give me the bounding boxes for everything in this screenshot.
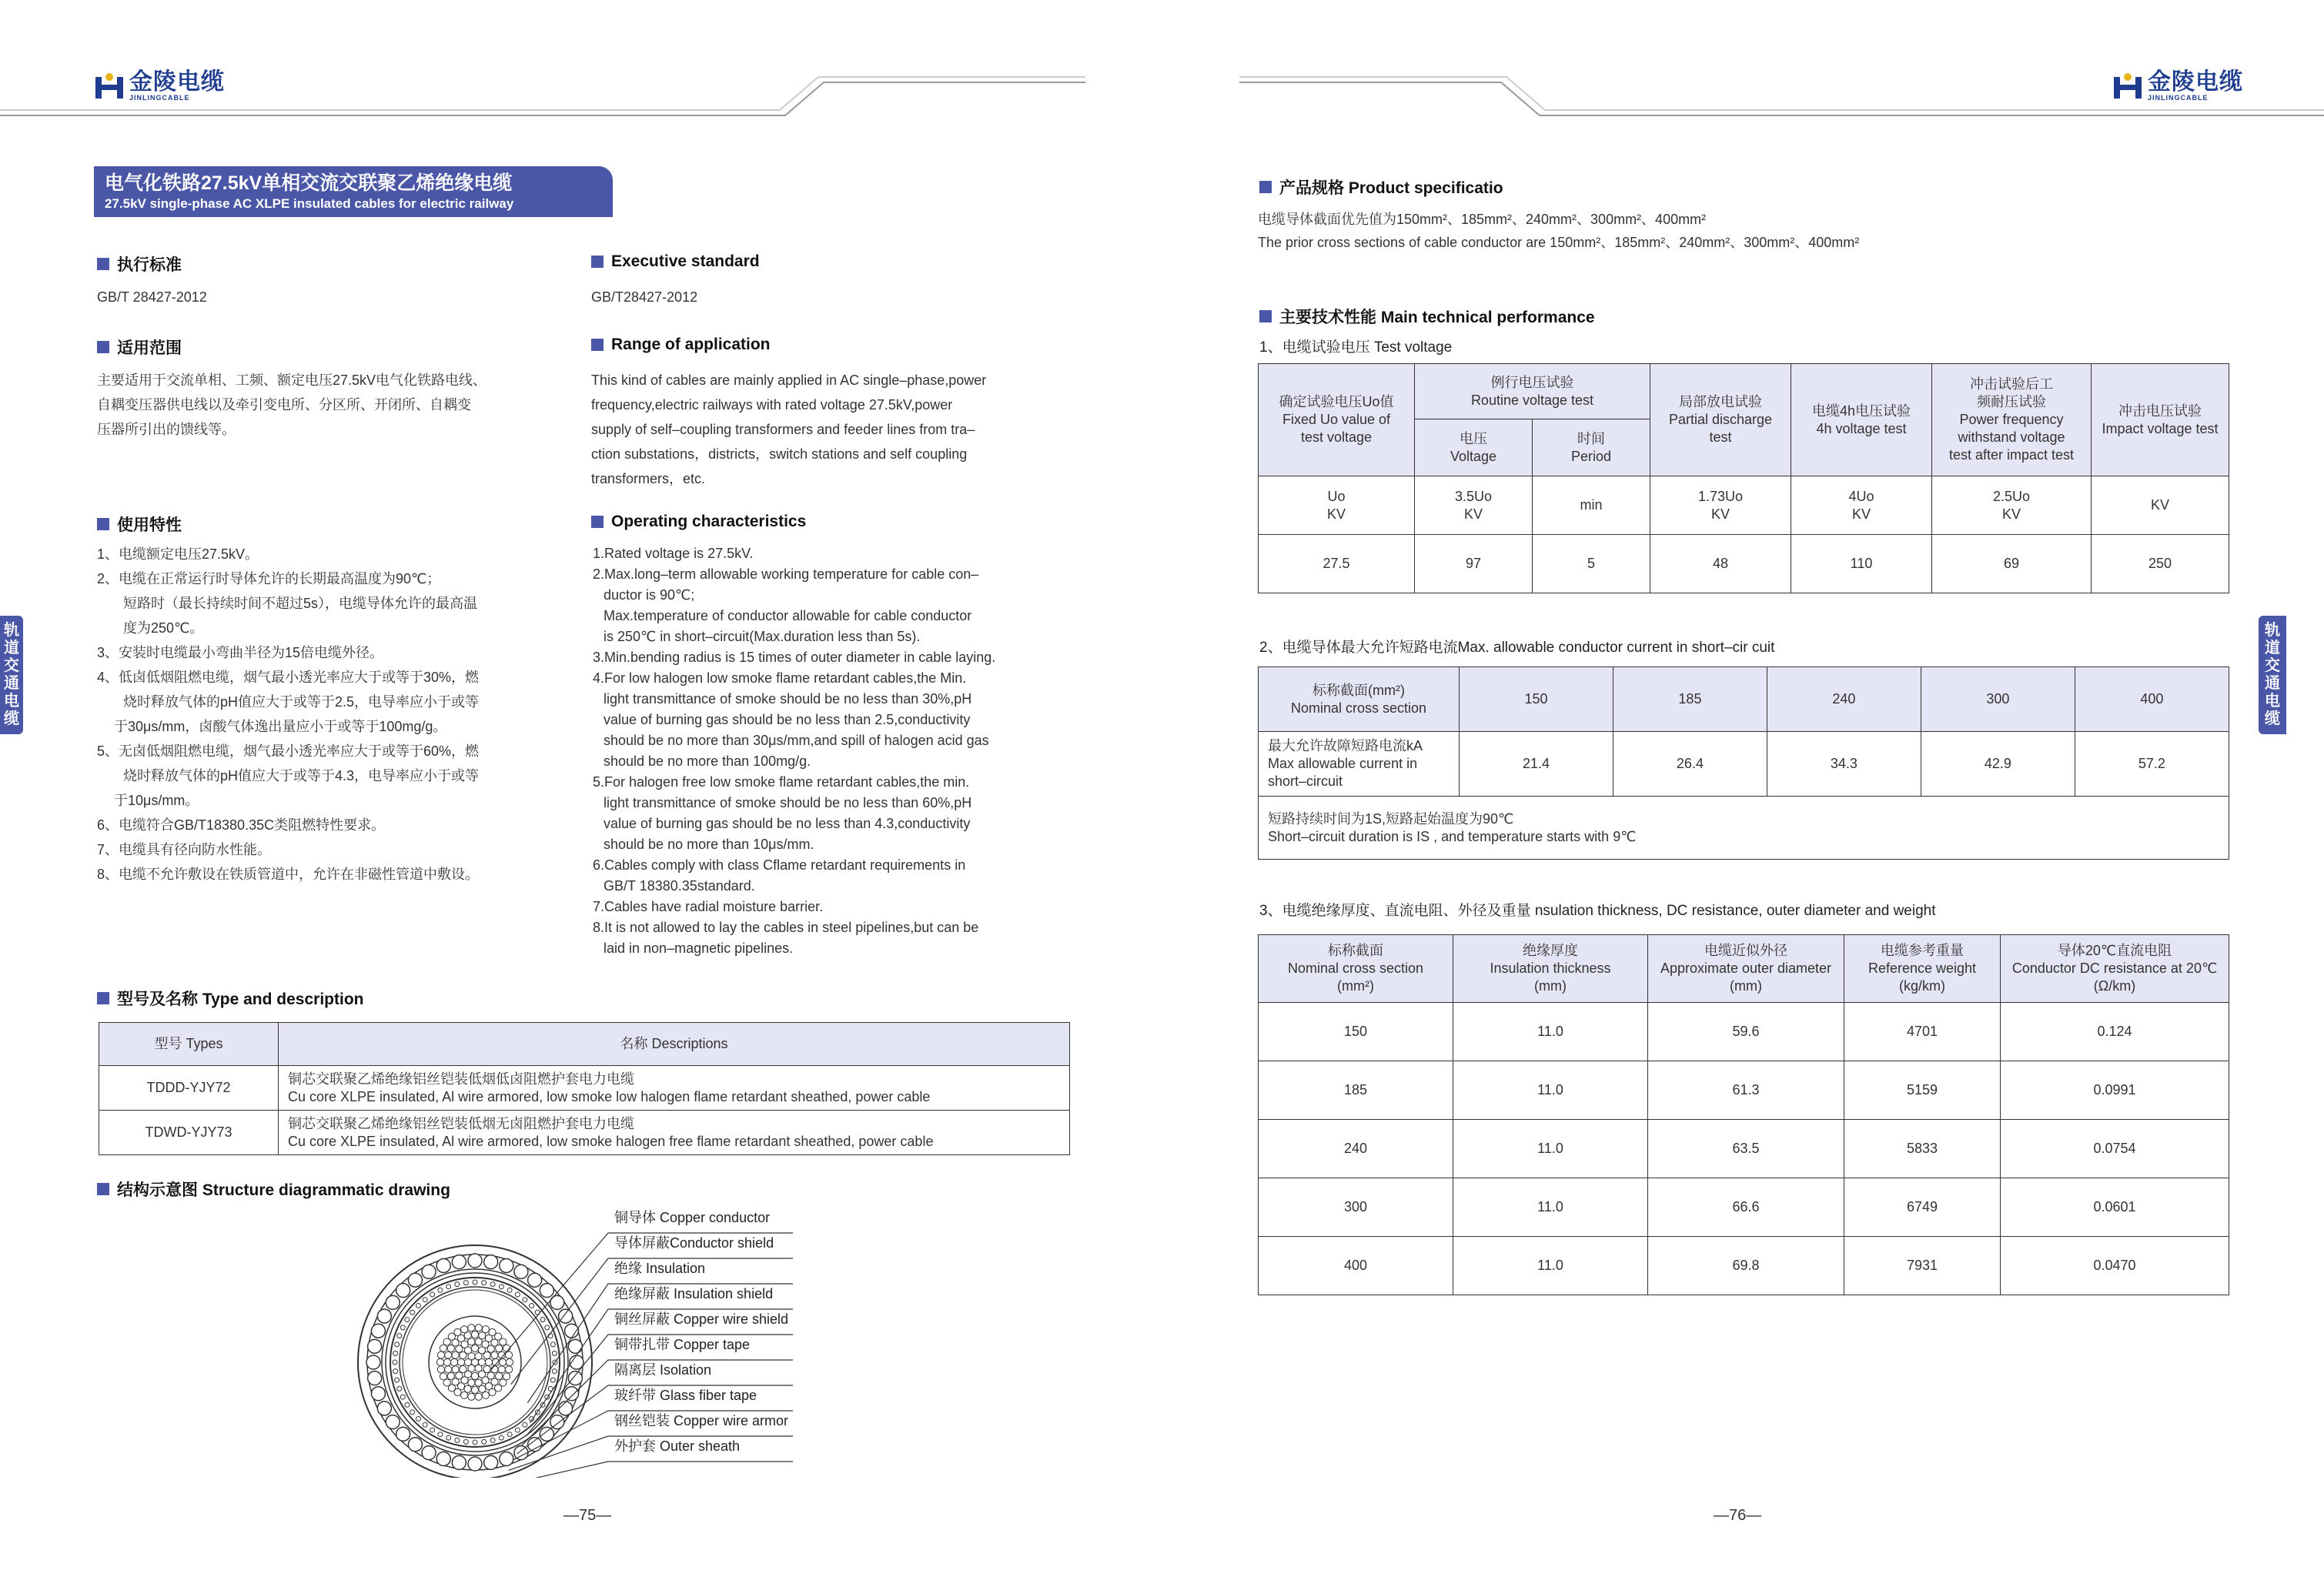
armor-wire (500, 1452, 513, 1466)
list-item: 4.For low halogen low smoke flame retardant cables,the Min. (593, 670, 967, 686)
list-item: laid in non–magnetic pipelines. (604, 941, 794, 956)
short-circuit-note: 短路持续时间为1S,短路起始温度为90℃ Short–circuit duration is IS , and temperature starts with 9℃ (1259, 797, 2229, 860)
list-item: should be no more than 10μs/mm. (604, 837, 814, 852)
shield-wire (490, 1282, 495, 1287)
shield-wire (430, 1428, 435, 1432)
brand-mark-icon (2112, 71, 2143, 102)
conductor-strand (460, 1326, 467, 1333)
types-col-type: 型号 Types (99, 1023, 279, 1066)
shield-wire (393, 1360, 397, 1365)
th-partial: 局部放电试验 Partial discharge test (1650, 364, 1791, 476)
conductor-strand (468, 1393, 475, 1400)
shield-wire (550, 1342, 555, 1347)
armor-wire (371, 1324, 385, 1338)
conductor-strand (487, 1345, 494, 1352)
shield-wire (393, 1351, 398, 1355)
shield-wire (395, 1342, 400, 1347)
list-item: 于10μs/mm。 (114, 793, 199, 808)
shield-wire (395, 1378, 400, 1382)
table-row: TDDD-YJY72 铜芯交联聚乙烯绝缘铝丝铠装低烟低卤阻燃护套电力电缆 Cu core XLPE insulated, Al wire armored, low smoke low halogen flame retardant sheathed, power cable (99, 1066, 1070, 1111)
shield-wire (463, 1439, 468, 1444)
performance-heading: 主要技术性能 Main technical performance (1259, 305, 1595, 328)
list-item: 于30μs/mm，卤酸气体逸出量应小于或等于100mg/g。 (114, 719, 447, 734)
shield-wire (545, 1325, 550, 1330)
structure-label: 隔离层 Isolation (614, 1362, 712, 1378)
shield-wire (405, 1318, 410, 1322)
conductor-strand (475, 1393, 482, 1400)
list-item: GB/T 18380.35standard. (604, 878, 755, 894)
brand-name-cn: 金陵电缆 (129, 69, 225, 95)
list-item: value of burning gas should be no less than 2.5,conductivity (604, 712, 971, 727)
list-item: 7.Cables have radial moisture barrier. (593, 899, 824, 914)
conductor-strand (482, 1392, 489, 1398)
conductor-strand (468, 1379, 475, 1386)
conductor-strand (491, 1351, 498, 1358)
list-item: should be no more than 30μs/mm,and spill of halogen acid gas (604, 733, 989, 748)
list-item: is 250℃ in short–circuit(Max.duration less than 5s). (604, 629, 921, 644)
conductor-strand (500, 1338, 507, 1345)
side-tab-right: 轨 道 交 通 电 缆 (2259, 616, 2286, 734)
shield-wire (515, 1428, 520, 1432)
shield-wire (400, 1325, 405, 1330)
conductor-strand (475, 1338, 482, 1345)
conductor-strand (468, 1338, 475, 1345)
conductor-strand (440, 1373, 446, 1380)
short-circuit-caption: 2、电缆导体最大允许短路电流Max. allowable conductor current in short–cir cuit (1259, 640, 1775, 656)
armor-wire (540, 1284, 553, 1298)
conductor-strand (443, 1379, 450, 1386)
list-item: 度为250℃。 (123, 620, 204, 636)
shield-wire (455, 1438, 460, 1442)
armor-wire (368, 1339, 382, 1353)
armor-wire (540, 1427, 553, 1441)
shield-wire (438, 1432, 443, 1437)
conductor-strand (454, 1328, 461, 1335)
armor-wire (422, 1446, 436, 1460)
list-item: 4、低卤低烟阻燃电缆，烟气最小透光率应大于或等于30%，燃 (97, 670, 480, 685)
conductor-strand (471, 1331, 478, 1338)
structure-label: 绝缘屏蔽 Insulation shield (614, 1286, 774, 1301)
armor-wire (468, 1457, 482, 1471)
spec-heading: 产品规格 Product specificatio (1259, 175, 1503, 199)
conductor-strand (456, 1372, 463, 1379)
list-item: 1.Rated voltage is 27.5kV. (593, 546, 754, 561)
characteristics-heading-cn: 使用特性 (97, 513, 182, 536)
th-power-freq: 冲击试验后工 频耐压试验 Power frequency withstand voltage test after impact test (1932, 364, 2092, 476)
short-circuit-table: 标称截面(mm²) Nominal cross section 150 185 240 300 400 最大允许故障短路电流kA Max allowable current in short–circuit 21.4 26.4 34.3 42.9 57.2 短路持续时间为1S,短路起始温度为90℃ Short–circuit duration is IS , and temperature starts with 9℃ (1258, 667, 2229, 860)
list-item: should be no more than 100mg/g. (604, 753, 811, 769)
list-item: light transmittance of smoke should be no less than 30%,pH (604, 691, 972, 707)
shield-wire (405, 1402, 410, 1407)
conductor-strand (496, 1345, 503, 1351)
scope-text-en: This kind of cables are mainly applied in AC single–phase,power frequency,electric railways with rated voltage 27.5kV,power supply of self–coupling transformers and feeder lines from tra– ction substations，districts，switch stations and self coupling transformers，etc. (591, 373, 987, 486)
conductor-strand (445, 1351, 452, 1358)
shield-wire (507, 1288, 512, 1292)
armor-wire (568, 1372, 582, 1385)
shield-wire (482, 1281, 487, 1285)
table-row: TDWD-YJY73 铜芯交联聚乙烯绝缘铝丝铠装低烟无卤阻燃护套电力电缆 Cu core XLPE insulated, Al wire armored, low smoke halogen free flame retardant sheathed, power cable (99, 1111, 1070, 1155)
th-voltage: 电压 Voltage (1415, 419, 1533, 476)
list-item: 3、安装时电缆最小弯曲半径为15倍电缆外径。 (97, 645, 384, 660)
conductor-strand (437, 1351, 444, 1358)
conductor-strand (440, 1345, 446, 1351)
armor-wire (514, 1446, 528, 1460)
conductor-strand (485, 1358, 492, 1365)
test-voltage-table (1258, 363, 2229, 593)
list-item: ductor is 90℃; (604, 587, 695, 603)
product-title-banner (94, 166, 613, 217)
conductor-strand (452, 1351, 459, 1358)
structure-label: 铜丝屏蔽 Copper wire shield (614, 1311, 789, 1327)
list-item: 烧时释放气体的pH值应大于或等于2.5，电导率应小于或等 (123, 694, 480, 710)
structure-label: 铜带扎带 Copper tape (614, 1337, 751, 1352)
shield-wire (523, 1422, 527, 1427)
armor-wire (452, 1255, 466, 1269)
list-item: 8.It is not allowed to lay the cables in steel pipelines,but can be (593, 920, 979, 935)
table-row: 400 11.0 69.8 7931 0.0470 (1259, 1237, 2229, 1295)
conductor-strand (437, 1366, 444, 1373)
structure-label: 外护套 Outer sheath (614, 1438, 741, 1454)
conductor-strand (445, 1366, 452, 1373)
list-item: 6.Cables comply with class Cflame retardant requirements in (593, 857, 966, 873)
shield-wire (416, 1417, 420, 1422)
conductor-strand (436, 1358, 443, 1365)
th-period: 时间 Period (1533, 419, 1650, 476)
shield-wire (446, 1285, 451, 1289)
shield-wire (455, 1282, 460, 1287)
th-routine: 例行电压试验 Routine voltage test (1415, 364, 1650, 419)
list-item: 6、电缆符合GB/T18380.35C类阻燃特性要求。 (97, 817, 386, 833)
list-item: 3.Min.bending radius is 15 times of outer diameter in cable laying. (593, 650, 996, 665)
characteristics-list-cn (97, 542, 479, 887)
page-number-right: —76— (1714, 1507, 1762, 1524)
structure-label: 绝缘 Insulation (614, 1261, 706, 1276)
shield-wire (400, 1395, 405, 1399)
armor-wire (528, 1273, 542, 1287)
shield-wire (430, 1292, 435, 1297)
armor-wire (436, 1452, 450, 1466)
list-item: 5、无卤低烟阻燃电缆，烟气最小透光率应大于或等于60%，燃 (97, 743, 480, 759)
structure-label: 钢丝铠装 Copper wire armor (614, 1413, 789, 1428)
conductor-strand (471, 1386, 478, 1393)
types-table (99, 1022, 1070, 1155)
list-item: 2.Max.long–term allowable working temperature for cable con– (593, 566, 979, 582)
conductor-strand (483, 1351, 490, 1358)
exec-std-heading-en: Executive standard (591, 252, 760, 271)
th-impact: 冲击电压试验 Impact voltage test (2092, 364, 2229, 476)
conductor-strand (475, 1325, 482, 1331)
armor-wire (408, 1438, 422, 1452)
armor-wire (484, 1255, 498, 1269)
conductor-strand (505, 1366, 512, 1373)
conductor-strand (460, 1392, 467, 1398)
structure-label: 玻纤带 Glass fiber tape (614, 1388, 757, 1403)
shield-wire (397, 1386, 402, 1391)
exec-std-heading-cn: 执行标准 (97, 252, 182, 276)
th-4h: 电缆4h电压试验 4h voltage test (1791, 364, 1932, 476)
spec-text: 电缆导体截面优先值为150mm²、185mm²、240mm²、300mm²、400mm² The prior cross sections of cable conductor are 150mm²、185mm²、240mm²、300mm²、400mm² (1258, 212, 1860, 250)
list-item: 烧时释放气体的pH值应大于或等于4.3，电导率应小于或等 (123, 768, 480, 783)
conductor-strand (460, 1365, 466, 1372)
armor-wire (368, 1372, 382, 1385)
shield-wire (515, 1292, 520, 1297)
armor-wire (436, 1258, 450, 1272)
side-tab-left: 轨 道 交 通 电 缆 (0, 616, 23, 734)
conductor-strand (506, 1358, 513, 1365)
structure-label: 导体屏蔽Conductor shield (614, 1235, 774, 1251)
brand-name-cn: 金陵电缆 (2148, 69, 2243, 95)
armor-wire (500, 1258, 513, 1272)
brand-name-en: JINLINGCABLE (2148, 94, 2209, 102)
shield-wire (446, 1435, 451, 1440)
table-row: 27.5 97 5 48 110 69 250 (1259, 535, 2229, 593)
list-item: 5.For halogen free low smoke flame retardant cables,the min. (593, 774, 970, 790)
armor-wire (386, 1295, 400, 1309)
shield-wire (473, 1440, 477, 1445)
conductor-strand (457, 1358, 464, 1365)
shield-wire (473, 1280, 477, 1285)
conductor-strand (482, 1326, 489, 1333)
list-item: 2、电缆在正常运行时导体允许的长期最高温度为90℃； (97, 571, 441, 586)
list-item: light transmittance of smoke should be no less than 60%,pH (604, 795, 972, 810)
shield-wire (552, 1351, 557, 1355)
shield-wire (423, 1422, 427, 1427)
shield-wire (523, 1298, 527, 1302)
table-row: Uo KV 3.5Uo KV min 1.73Uo KV 4Uo KV 2.5Uo KV KV (1259, 476, 2229, 535)
table-row: 240 11.0 63.5 5833 0.0754 (1259, 1120, 2229, 1178)
structure-heading: 结构示意图 Structure diagrammatic drawing (97, 1178, 450, 1201)
shield-wire (499, 1285, 503, 1289)
scope-heading-en: Range of application (591, 336, 771, 354)
brand-logo-right (2112, 71, 2243, 102)
shield-wire (507, 1432, 512, 1437)
shield-wire (463, 1281, 468, 1285)
armor-wire (565, 1387, 579, 1401)
list-item: 短路时（最长持续时间不超过5s），电缆导体允许的最高温 (123, 596, 478, 611)
armor-wire (514, 1265, 528, 1278)
shield-wire (397, 1334, 402, 1338)
th-uo: 确定试验电压Uo值 Fixed Uo value of test voltage (1259, 364, 1415, 476)
scope-heading-cn: 适用范围 (97, 336, 182, 359)
list-item: 7、电缆具有径向防水性能。 (97, 842, 272, 857)
conductor-strand (471, 1345, 478, 1351)
shield-wire (438, 1288, 443, 1292)
leader-line (503, 1462, 793, 1478)
shield-wire (416, 1303, 420, 1308)
armor-wire (422, 1265, 436, 1278)
shield-wire (410, 1310, 415, 1315)
list-item: 1、电缆额定电压27.5kV。 (97, 546, 259, 562)
conductor-strand (452, 1366, 459, 1373)
shield-wire (393, 1369, 398, 1374)
conductor-strand (468, 1325, 475, 1331)
armor-wire (468, 1254, 482, 1268)
conductor-strand (447, 1372, 454, 1379)
conductor-strand (498, 1366, 505, 1373)
armor-wire (386, 1415, 400, 1429)
types-col-desc: 名称 Descriptions (279, 1023, 1070, 1066)
armor-wire (484, 1455, 498, 1469)
list-item: 8、电缆不允许敷设在铁质管道中，允许在非磁性管道中敷设。 (97, 867, 480, 882)
table-row: 最大允许故障短路电流kA Max allowable current in short–circuit 21.4 26.4 34.3 42.9 57.2 (1259, 732, 2229, 797)
product-title-cn: 电气化铁路27.5kV单相交流交联聚乙烯绝缘电缆 (105, 172, 513, 194)
shield-wire (490, 1438, 495, 1442)
shield-wire (530, 1303, 534, 1308)
header-rule-left (0, 69, 1093, 119)
armor-wire (452, 1455, 466, 1469)
conductor-strand (471, 1372, 478, 1379)
structure-label: 铜导体 Copper conductor (614, 1210, 771, 1225)
list-item: value of burning gas should be no less than 4.3,conductivity (604, 816, 971, 831)
table-row: 300 11.0 66.6 6749 0.0601 (1259, 1178, 2229, 1237)
exec-std-text-cn: GB/T 28427-2012 (97, 289, 207, 305)
characteristics-list-en (593, 543, 995, 959)
armor-wire (396, 1427, 410, 1441)
list-item: Max.temperature of conductor allowable for cable conductor (604, 608, 972, 623)
characteristics-heading-en: Operating characteristics (591, 513, 806, 531)
table-row: 185 11.0 61.3 5159 0.0991 (1259, 1061, 2229, 1120)
shield-wire (552, 1369, 557, 1374)
insulation-caption: 3、电缆绝缘厚度、直流电阻、外径及重量 nsulation thickness, DC resistance, outer diameter and weight (1259, 903, 1936, 919)
types-heading: 型号及名称 Type and description (97, 987, 363, 1010)
table-row: 150 11.0 59.6 4701 0.124 (1259, 1003, 2229, 1061)
insulation-table: 标称截面 Nominal cross section (mm²) 绝缘厚度 Insulation thickness (mm) 电缆近似外径 Approximate outer diameter (mm) 电缆参考重量 Reference weight (kg/km) 导体20℃直流电阻 Conductor DC resistance at 20℃ (Ω/km) 150 11.0 59.6 4701 0.124 185 11.0 61.3 5159 0.0991 240 11.0 63.5 5833 0.0754 300 11.0 66.6 6749 0.0601 400 11.0 69.8 7931 0.0470 (1258, 934, 2229, 1295)
armor-wire (377, 1309, 391, 1323)
conductor-strand (475, 1379, 482, 1386)
brand-name-en: JINLINGCABLE (129, 94, 190, 102)
page-number-left: —75— (563, 1507, 612, 1524)
test-voltage-caption: 1、电缆试验电压 Test voltage (1259, 339, 1453, 356)
armor-wire (408, 1273, 422, 1287)
shield-wire (550, 1378, 555, 1382)
conductor-strand (503, 1373, 510, 1380)
scope-text-cn: 主要适用于交流单相、工频、额定电压27.5kV电气化铁路电线、 自耦变压器供电线以及牵引变电所、分区所、开闭所、自耦变 压器所引出的馈线等。 (97, 373, 487, 437)
armor-wire (559, 1309, 573, 1323)
shield-wire (482, 1439, 487, 1444)
exec-std-text-en: GB/T28427-2012 (591, 289, 698, 305)
shield-wire (423, 1298, 427, 1302)
armor-wire (377, 1402, 391, 1415)
conductor-strand (443, 1358, 450, 1365)
product-title-en: 27.5kV single-phase AC XLPE insulated cables for electric railway (105, 196, 514, 211)
shield-wire (540, 1318, 545, 1322)
conductor-strand (489, 1388, 496, 1395)
shield-wire (410, 1410, 415, 1415)
shield-wire (499, 1435, 503, 1440)
armor-wire (371, 1387, 385, 1401)
conductor-strand (450, 1358, 457, 1365)
armor-wire (396, 1284, 410, 1298)
armor-wire (568, 1339, 582, 1353)
armor-wire (366, 1355, 380, 1369)
